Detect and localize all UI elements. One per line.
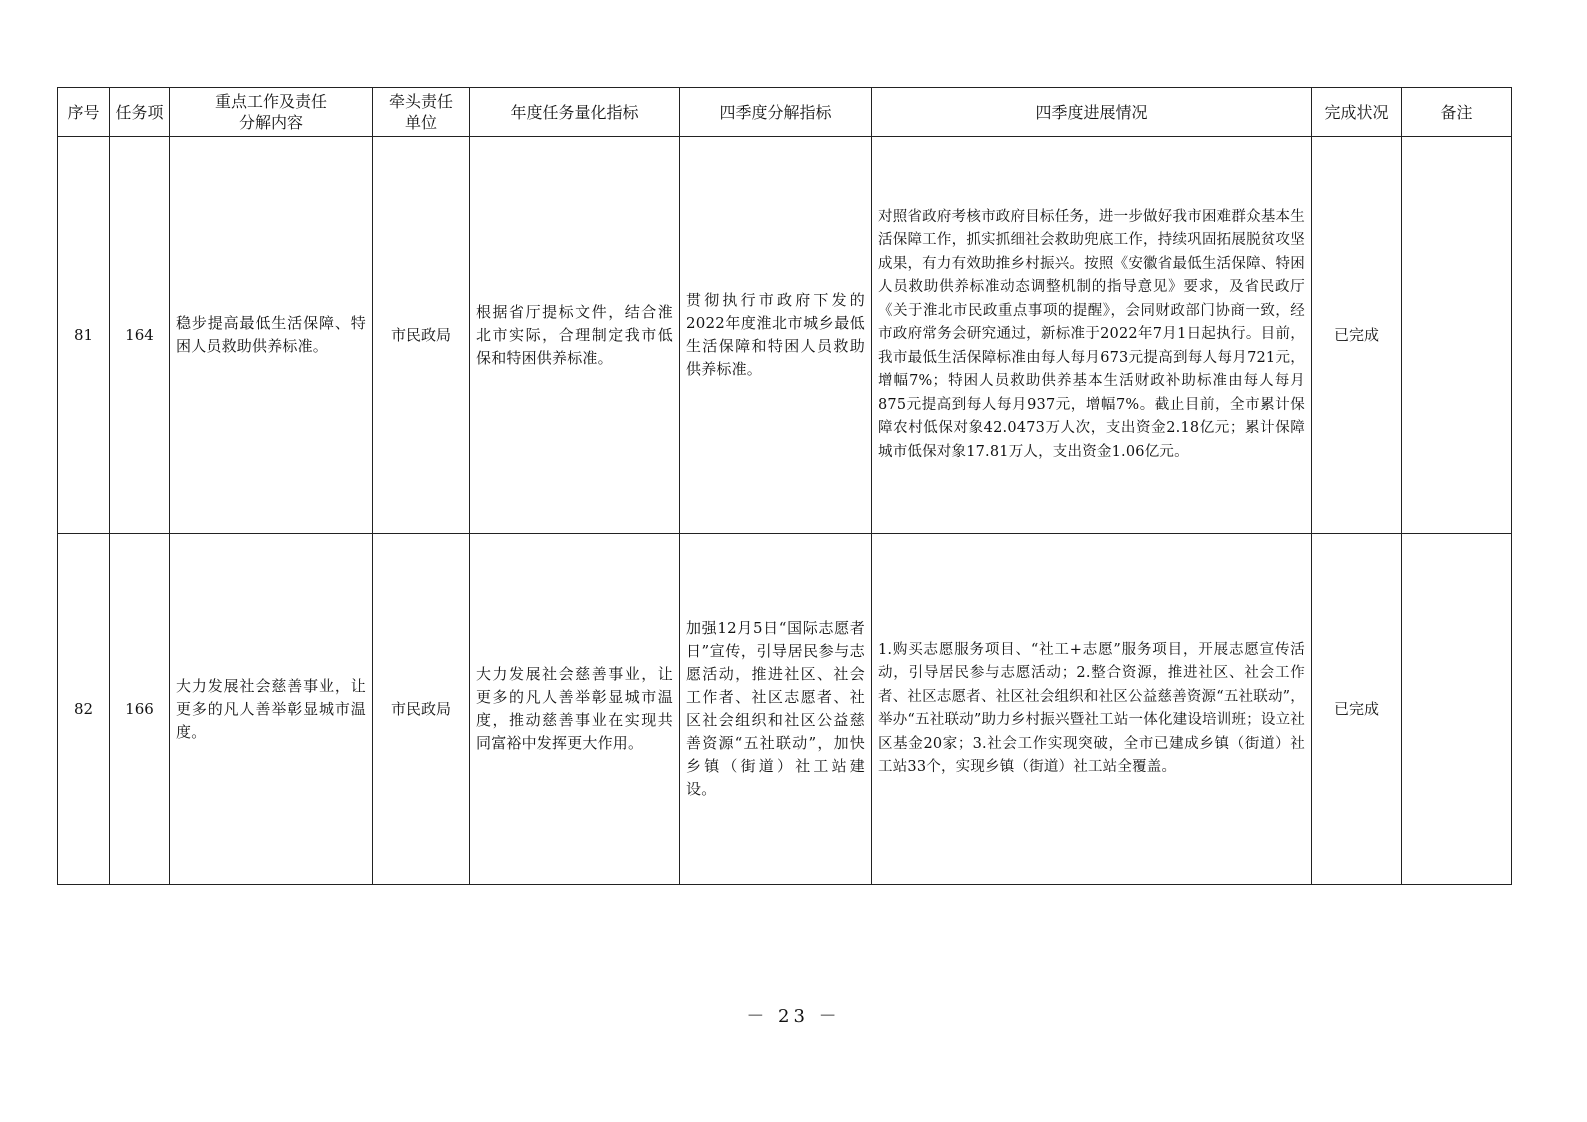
header-annual: 年度任务量化指标 [470,88,680,137]
header-q4-indicator: 四季度分解指标 [680,88,872,137]
cell-q4-progress: 对照省政府考核市政府目标任务，进一步做好我市困难群众基本生活保障工作，抓实抓细社会救助兜底工作，持续巩固拓展脱贫攻坚成果，有力有效助推乡村振兴。按照《安徽省最低生活保障、特困人员救助供养标准动态调整机制的指导意见》要求，及省民政厅《关于淮北市民政重点事项的提醒》，会同财政部门协商一致，经市政府常务会研究通过，新标准于2022年7月1日起执行。目前，我市最低生活保障标准由每人每月673元提高到每人每月721元，增幅7%；特困人员救助供养基本生活财政补助标准由每人每月875元提高到每人每月937元，增幅7%。截止目前，全市累计保障农村低保对象42.0473万人次，支出资金2.18亿元；累计保障城市低保对象17.81万人，支出资金1.06亿元。 [872,137,1312,534]
cell-status: 已完成 [1312,534,1402,885]
header-unit-line1: 牵头责任 [388,92,453,111]
header-work-line1: 重点工作及责任 [214,92,327,111]
cell-q4-indicator: 加强12月5日“国际志愿者日”宣传，引导居民参与志愿活动，推进社区、社会工作者、社区志愿者、社区社会组织和社区公益慈善资源“五社联动”，加快乡镇（街道）社工站建设。 [680,534,872,885]
table-row [58,137,1512,534]
cell-annual: 根据省厅提标文件，结合淮北市实际，合理制定我市低保和特困供养标准。 [470,137,680,534]
cell-remark [1402,137,1512,534]
header-q4-progress: 四季度进展情况 [872,88,1312,137]
table-header-row [58,88,1512,137]
header-task: 任务项 [110,88,170,137]
cell-task: 164 [110,137,170,534]
cell-task: 166 [110,534,170,885]
header-work [170,88,373,137]
header-work-line2: 分解内容 [238,113,303,132]
page-number: － 23 － [746,1006,841,1027]
header-remark: 备注 [1402,88,1512,137]
cell-status: 已完成 [1312,137,1402,534]
cell-unit: 市民政局 [373,137,470,534]
table-row [58,534,1512,885]
cell-work: 大力发展社会慈善事业，让更多的凡人善举彰显城市温度。 [170,534,373,885]
cell-work: 稳步提高最低生活保障、特困人员救助供养标准。 [170,137,373,534]
cell-seq: 82 [58,534,110,885]
cell-unit: 市民政局 [373,534,470,885]
cell-annual: 大力发展社会慈善事业，让更多的凡人善举彰显城市温度，推动慈善事业在实现共同富裕中发挥更大作用。 [470,534,680,885]
cell-q4-indicator: 贯彻执行市政府下发的2022年度淮北市城乡最低生活保障和特困人员救助供养标准。 [680,137,872,534]
header-seq: 序号 [58,88,110,137]
cell-q4-progress: 1.购买志愿服务项目、“社工+志愿”服务项目，开展志愿宣传活动，引导居民参与志愿活动；2.整合资源，推进社区、社会工作者、社区志愿者、社区社会组织和社区公益慈善资源“五社联动”，举办“五社联动”助力乡村振兴暨社工站一体化建设培训班；设立社区基金20家；3.社会工作实现突破，全市已建成乡镇（街道）社工站33个，实现乡镇（街道）社工站全覆盖。 [872,534,1312,885]
task-progress-table [57,87,1512,885]
header-unit-line2: 单位 [404,113,437,132]
cell-seq: 81 [58,137,110,534]
cell-remark [1402,534,1512,885]
header-unit [373,88,470,137]
header-status: 完成状况 [1312,88,1402,137]
